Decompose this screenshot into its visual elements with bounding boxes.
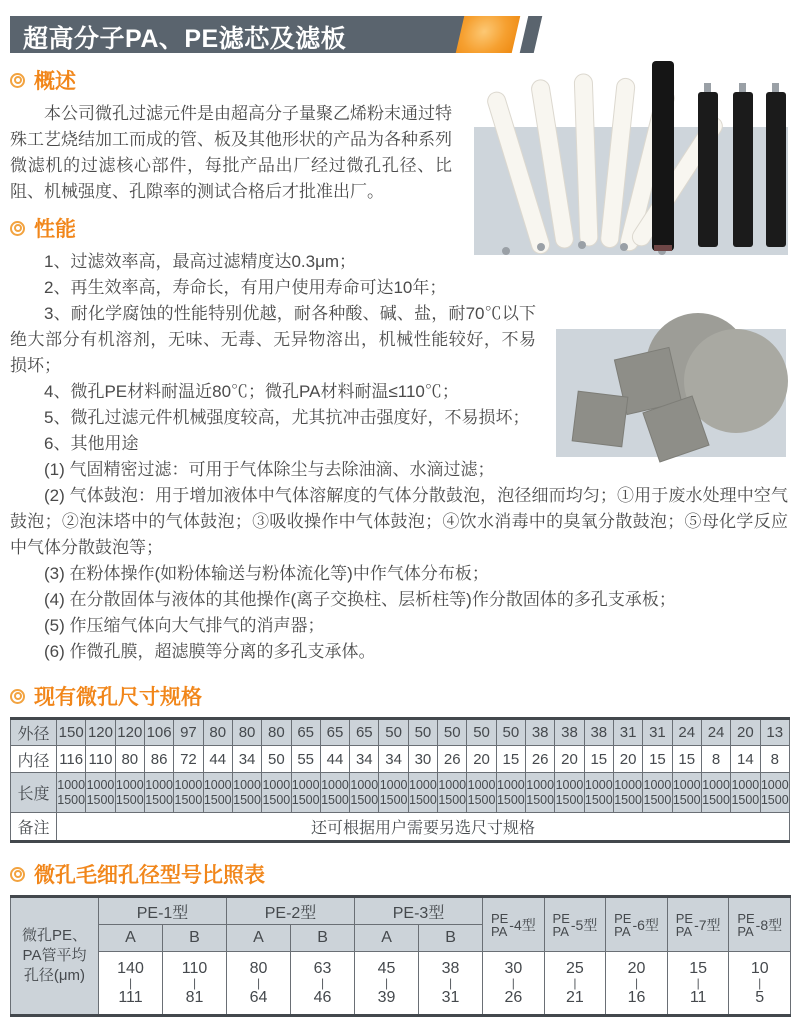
model-group-header — [483, 897, 545, 952]
page-title: 超高分子PA、PE滤芯及滤板 — [23, 25, 347, 53]
performance-item: (3) 在粉体操作(如粉体输送与粉体流化等)中作气体分布板； — [44, 564, 489, 583]
length-value — [86, 773, 115, 813]
model-subcol-header: A — [227, 925, 291, 952]
length-top-value: 1000 — [57, 777, 86, 792]
outer-diameter-value: 65 — [320, 719, 349, 746]
inner-diameter-value: 8 — [760, 746, 790, 773]
inner-diameter-value: 20 — [613, 746, 642, 773]
range-high: 15 — [689, 959, 708, 977]
length-bottom-value: 1500 — [291, 792, 320, 807]
model-side-label-line: 孔径(μm) — [23, 967, 86, 984]
length-value — [232, 773, 261, 813]
range-separator: | — [448, 975, 453, 990]
inner-diameter-value: 72 — [174, 746, 203, 773]
inner-diameter-value: 44 — [320, 746, 349, 773]
range-separator: | — [384, 975, 389, 990]
inner-diameter-value: 20 — [467, 746, 496, 773]
outer-diameter-value: 50 — [379, 719, 408, 746]
inner-diameter-value: 116 — [57, 746, 86, 773]
performance-heading-label: 性能 — [34, 218, 76, 241]
length-value — [350, 773, 379, 813]
length-top-value: 1000 — [584, 777, 613, 792]
content — [10, 65, 788, 1017]
length-bottom-value: 1500 — [115, 792, 144, 807]
length-bottom-value: 1500 — [438, 792, 467, 807]
size-spec-table — [10, 717, 790, 843]
outer-diameter-value: 120 — [115, 719, 144, 746]
bullseye-icon — [10, 867, 25, 882]
model-side-label-line: PA管平均 — [22, 947, 87, 964]
model-group-header — [606, 897, 668, 952]
inner-diameter-value: 15 — [672, 746, 701, 773]
model-type-suffix: -7型 — [694, 916, 721, 933]
range-separator: | — [573, 975, 577, 990]
inner-diameter-value: 86 — [144, 746, 173, 773]
range-high: 30 — [504, 959, 523, 977]
length-top-value: 1000 — [233, 777, 261, 792]
length-bottom-value: 1500 — [233, 792, 261, 807]
length-bottom-value: 1500 — [731, 792, 760, 807]
length-bottom-value: 1500 — [760, 792, 789, 807]
length-top-value: 1000 — [526, 777, 555, 792]
length-top-value: 1000 — [350, 777, 379, 792]
inner-diameter-value: 15 — [584, 746, 613, 773]
model-side-label — [11, 897, 99, 1016]
length-bottom-value: 1500 — [321, 792, 349, 807]
range-separator: | — [696, 975, 700, 990]
range-separator: | — [511, 975, 515, 990]
length-top-value: 1000 — [496, 777, 525, 792]
pa-label: PA — [490, 923, 508, 939]
filter-plates-illustration — [548, 303, 788, 463]
outer-diameter-value: 31 — [643, 719, 672, 746]
length-top-value: 1000 — [555, 777, 584, 792]
length-top-value: 1000 — [379, 777, 408, 792]
length-bottom-value: 1500 — [643, 792, 672, 807]
range-high: 140 — [117, 959, 144, 977]
pa-label: PA — [737, 923, 754, 939]
length-value — [555, 773, 584, 813]
filter-tubes-illustration — [466, 59, 788, 261]
length-top-value: 1000 — [438, 777, 467, 792]
inner-diameter-value: 14 — [731, 746, 760, 773]
outer-diameter-value: 50 — [438, 719, 467, 746]
inner-diameter-value: 34 — [379, 746, 408, 773]
length-value — [115, 773, 144, 813]
model-type-suffix: -8型 — [755, 916, 783, 933]
model-group-header — [667, 897, 729, 952]
model-side-label-line: 微孔PE、 — [21, 927, 87, 944]
length-value — [291, 773, 320, 813]
outer-diameter-value: 13 — [760, 719, 790, 746]
range-high: 63 — [313, 959, 332, 977]
length-top-value: 1000 — [731, 777, 760, 792]
range-low: 21 — [566, 988, 584, 1006]
length-value — [760, 773, 790, 813]
inner-diameter-value: 15 — [496, 746, 525, 773]
range-low: 31 — [441, 988, 460, 1006]
length-value — [379, 773, 408, 813]
pore-size-range — [606, 952, 668, 1016]
outer-diameter-value: 80 — [203, 719, 232, 746]
performance-item: (1) 气固精密过滤：可用于气体除尘与去除油滴、水滴过滤； — [44, 460, 495, 479]
length-top-value: 1000 — [145, 777, 173, 792]
range-low: 39 — [377, 988, 396, 1006]
size-spec-heading-label: 现有微孔尺寸规格 — [34, 686, 202, 709]
outer-diameter-value: 38 — [526, 719, 555, 746]
outer-diameter-value: 50 — [467, 719, 496, 746]
model-group-header: PE-3型 — [355, 897, 483, 925]
range-high: 80 — [249, 959, 268, 977]
pore-size-range — [667, 952, 729, 1016]
length-top-value: 1000 — [760, 777, 789, 792]
outer-diameter-value: 38 — [555, 719, 584, 746]
title-bar — [10, 16, 538, 53]
length-value — [203, 773, 232, 813]
size-row-label-outer-diameter: 外径 — [11, 719, 57, 746]
pe-label: PE — [614, 910, 632, 926]
length-top-value: 1000 — [321, 777, 349, 792]
orange-parallelogram-decoration — [456, 16, 521, 53]
bullseye-icon — [10, 221, 25, 236]
range-low: 46 — [313, 988, 332, 1006]
size-note: 还可根据用户需要另选尺寸规格 — [57, 813, 790, 842]
range-high: 110 — [181, 959, 208, 977]
range-high: 38 — [441, 959, 460, 977]
pore-size-range — [99, 952, 163, 1016]
product-photo-filter-plates — [548, 303, 788, 463]
outer-diameter-value: 31 — [613, 719, 642, 746]
range-separator: | — [634, 975, 639, 990]
length-bottom-value: 1500 — [203, 792, 232, 807]
pore-size-range — [729, 952, 791, 1016]
inner-diameter-value: 26 — [526, 746, 555, 773]
length-bottom-value: 1500 — [526, 792, 555, 807]
performance-section-heading — [10, 213, 452, 243]
inner-diameter-value: 20 — [555, 746, 584, 773]
performance-item: 1、过滤效率高，最高过滤精度达0.3μm； — [44, 252, 357, 271]
model-subcol-header: B — [291, 925, 355, 952]
size-row-label-note: 备注 — [11, 813, 57, 842]
length-value — [496, 773, 525, 813]
length-top-value: 1000 — [115, 777, 144, 792]
length-top-value: 1000 — [672, 777, 701, 792]
length-bottom-value: 1500 — [379, 792, 408, 807]
inner-diameter-value: 8 — [701, 746, 730, 773]
pe-label: PE — [552, 910, 570, 926]
length-bottom-value: 1500 — [702, 792, 730, 807]
outer-diameter-value: 24 — [672, 719, 701, 746]
length-value — [408, 773, 437, 813]
outer-diameter-value: 50 — [408, 719, 437, 746]
length-top-value: 1000 — [409, 777, 437, 792]
length-bottom-value: 1500 — [467, 792, 496, 807]
range-low: 16 — [627, 988, 646, 1006]
length-top-value: 1000 — [702, 777, 730, 792]
range-high: 25 — [566, 959, 584, 977]
overview-section-heading — [10, 65, 452, 95]
size-row-label-inner-diameter: 内径 — [11, 746, 57, 773]
inner-diameter-value: 50 — [262, 746, 291, 773]
range-low: 81 — [185, 988, 204, 1006]
range-separator: | — [758, 975, 762, 990]
inner-diameter-value: 80 — [115, 746, 144, 773]
range-low: 11 — [689, 988, 707, 1006]
length-top-value: 1000 — [203, 777, 232, 792]
length-top-value: 1000 — [467, 777, 496, 792]
length-value — [613, 773, 642, 813]
range-low: 111 — [118, 988, 143, 1006]
length-bottom-value: 1500 — [145, 792, 173, 807]
length-value — [57, 773, 86, 813]
model-group-header: PE-1型 — [99, 897, 227, 925]
bullseye-icon — [10, 689, 25, 704]
range-low: 5 — [755, 988, 765, 1006]
length-value — [701, 773, 730, 813]
length-value — [320, 773, 349, 813]
performance-item: (6) 作微孔膜，超滤膜等分离的多孔支承体。 — [44, 642, 376, 661]
outer-diameter-value: 50 — [496, 719, 525, 746]
range-high: 20 — [627, 959, 646, 977]
outer-diameter-value: 80 — [232, 719, 261, 746]
inner-diameter-value: 30 — [408, 746, 437, 773]
inner-diameter-value: 15 — [643, 746, 672, 773]
length-top-value: 1000 — [643, 777, 672, 792]
performance-item: 4、微孔PE材料耐温近80℃；微孔PA材料耐温≤110℃； — [44, 382, 459, 401]
model-group-header: PE-2型 — [227, 897, 355, 925]
length-bottom-value: 1500 — [409, 792, 437, 807]
performance-item: (4) 在分散固体与液体的其他操作(离子交换柱、层析柱等)作分散固体的多孔支承板； — [44, 590, 676, 609]
length-value — [643, 773, 672, 813]
performance-item: (2) 气体鼓泡：用于增加液体中气体溶解度的气体分散鼓泡，泡径细而均匀；①用于废水处理中空气鼓泡；②泡沫塔中的气体鼓泡；③吸收操作中气体鼓泡；④饮水消毒中的臭氧分散鼓泡；⑤母化学反应中气体分散鼓泡等； — [10, 486, 788, 557]
pa-label: PA — [675, 923, 693, 939]
length-bottom-value: 1500 — [262, 792, 291, 807]
length-value — [144, 773, 173, 813]
model-group-header — [729, 897, 791, 952]
length-value — [672, 773, 701, 813]
range-separator: | — [192, 975, 197, 990]
outer-diameter-value: 24 — [701, 719, 730, 746]
pore-size-range — [163, 952, 227, 1016]
size-row-label-length: 长度 — [11, 773, 57, 813]
pore-size-range — [419, 952, 483, 1016]
length-bottom-value: 1500 — [496, 792, 525, 807]
length-value — [584, 773, 613, 813]
outer-diameter-value: 20 — [731, 719, 760, 746]
length-value — [262, 773, 291, 813]
inner-diameter-value: 110 — [86, 746, 115, 773]
length-bottom-value: 1500 — [555, 792, 584, 807]
model-subcol-header: B — [163, 925, 227, 952]
length-value — [438, 773, 467, 813]
performance-item: 5、微孔过滤元件机械强度较高，尤其抗冲击强度好，不易损坏； — [44, 408, 530, 427]
model-comparison-table — [10, 895, 791, 1017]
length-top-value: 1000 — [614, 777, 642, 792]
inner-diameter-value: 34 — [232, 746, 261, 773]
length-bottom-value: 1500 — [350, 792, 379, 807]
length-value — [526, 773, 555, 813]
model-type-suffix: -5型 — [570, 916, 598, 933]
length-value — [174, 773, 203, 813]
bullseye-icon — [10, 73, 25, 88]
model-subcol-header: A — [99, 925, 163, 952]
pore-size-range — [483, 952, 545, 1016]
length-bottom-value: 1500 — [672, 792, 701, 807]
range-low: 26 — [504, 988, 523, 1006]
pore-size-range — [227, 952, 291, 1016]
length-top-value: 1000 — [174, 777, 203, 792]
pore-size-range — [291, 952, 355, 1016]
model-group-header — [544, 897, 606, 952]
performance-list-bottom — [10, 301, 788, 665]
pa-label: PA — [552, 923, 569, 939]
outer-diameter-value: 65 — [350, 719, 379, 746]
outer-diameter-value: 65 — [291, 719, 320, 746]
range-high: 10 — [750, 959, 769, 977]
performance-item: (5) 作压缩气体向大气排气的消声器； — [44, 616, 325, 635]
length-bottom-value: 1500 — [57, 792, 86, 807]
range-separator: | — [320, 975, 325, 990]
length-bottom-value: 1500 — [86, 792, 115, 807]
outer-diameter-value: 80 — [262, 719, 291, 746]
range-separator: | — [128, 975, 133, 990]
outer-diameter-value: 106 — [144, 719, 173, 746]
model-table-heading-label: 微孔毛细孔径型号比照表 — [34, 864, 265, 887]
model-type-suffix: -6型 — [632, 916, 659, 933]
outer-diameter-value: 150 — [57, 719, 86, 746]
model-subcol-header: B — [419, 925, 483, 952]
inner-diameter-value: 55 — [291, 746, 320, 773]
performance-item: 6、其他用途 — [44, 434, 139, 453]
pore-size-range — [544, 952, 606, 1016]
overview-paragraph: 本公司微孔过滤元件是由超高分子量聚乙烯粉末通过特殊工艺烧结加工而成的管、板及其他形状的产品为各种系列微滤机的过滤核心部件，每批产品出厂经过微孔孔径、比阻、机械强度、孔隙率的测试合格后才批准出厂。 — [10, 104, 452, 201]
inner-diameter-value: 44 — [203, 746, 232, 773]
performance-item: 2、再生效率高，寿命长，有用户使用寿命可达10年； — [44, 278, 447, 297]
pe-label: PE — [490, 910, 509, 926]
length-bottom-value: 1500 — [584, 792, 613, 807]
outer-diameter-value: 38 — [584, 719, 613, 746]
outer-diameter-value: 120 — [86, 719, 115, 746]
model-subcol-header: A — [355, 925, 419, 952]
range-low: 64 — [249, 988, 268, 1006]
overview-heading-label: 概述 — [34, 70, 76, 93]
length-value — [731, 773, 760, 813]
pore-size-range — [355, 952, 419, 1016]
length-top-value: 1000 — [291, 777, 320, 792]
pe-label: PE — [675, 910, 694, 926]
length-top-value: 1000 — [262, 777, 291, 792]
performance-item: 3、耐化学腐蚀的性能特别优越，耐各种酸、碱、盐，耐70℃以下绝大部分有机溶剂，无味、无毒、无异物溶出，机械性能较好，不易损坏； — [10, 304, 536, 375]
outer-diameter-value: 97 — [174, 719, 203, 746]
size-spec-section-heading — [10, 681, 788, 711]
pe-label: PE — [737, 910, 755, 926]
range-separator: | — [256, 975, 261, 990]
product-photo-filter-tubes — [466, 59, 788, 261]
range-high: 45 — [377, 959, 396, 977]
length-bottom-value: 1500 — [614, 792, 642, 807]
pa-label: PA — [614, 923, 631, 939]
inner-diameter-value: 34 — [350, 746, 379, 773]
inner-diameter-value: 26 — [438, 746, 467, 773]
length-top-value: 1000 — [86, 777, 115, 792]
length-value — [467, 773, 496, 813]
model-table-section-heading — [10, 859, 788, 889]
length-bottom-value: 1500 — [174, 792, 203, 807]
slash-decoration — [520, 16, 543, 53]
model-type-suffix: -4型 — [509, 916, 536, 933]
